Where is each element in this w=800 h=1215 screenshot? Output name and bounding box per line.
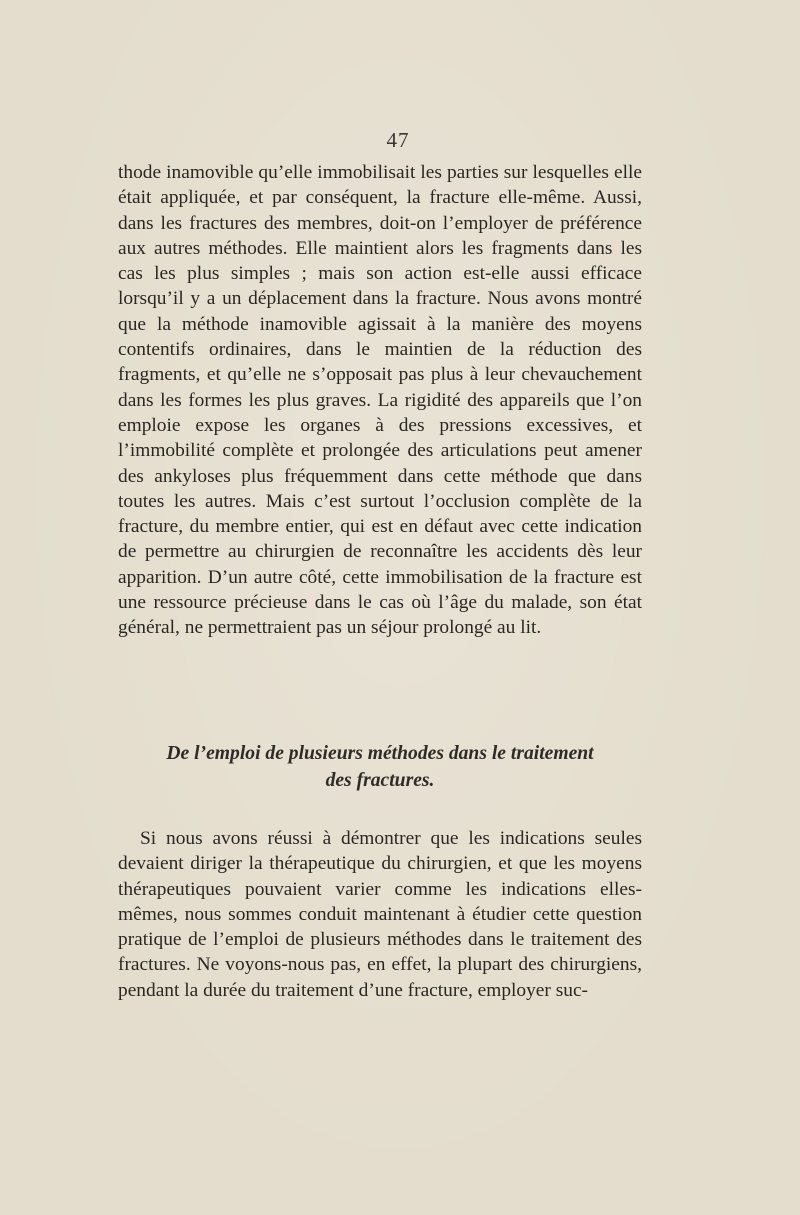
paragraph-continued: thode inamovible qu’elle immobilisait les parties sur lesquelles elle était appliquée, et par conséquent, la fracture elle-même. Aussi, dans les fractures des membres, doit-on l’employer de préférence aux autres méthodes. Elle maintient alors les fragments dans les cas les plus simples ; mais son action est-elle aussi efficace lorsqu’il y a un déplacement dans la fracture. Nous avons montré que la méthode inamovible agissait à la manière des moyens contentifs ordinaires, dans le maintien de la réduction des fragments, et qu’elle ne s’opposait pas plus à leur chevauchement dans les formes les plus graves. La rigidité des appareils que l’on emploie expose les organes à des pressions excessives, et l’immobilité complète et prolongée des articulations peut amener des ankyloses plus fréquemment dans cette méthode que dans toutes les autres. Mais c’est surtout l’occlusion complète de la fracture, du membre entier, qui est en défaut avec cette indication de permettre au chirurgien de reconnaître les accidents dès leur apparition. D’un autre côté, cette immobilisation de la fracture est une ressource précieuse dans le cas où l’âge du malade, son état général, ne permettraient pas un séjour prolongé au lit. [118,162,642,639]
paragraph-section-start: Si nous avons réussi à démontrer que les indications seules devaient diriger la thérapeutique du chirurgien, et que les moyens thérapeutiques pouvaient varier comme les indications elles-mêmes, nous sommes conduit maintenant à étudier cette question pratique de l’emploi de plusieurs méthodes dans le traitement des fractures. Ne voyons-nous pas, en effet, la plupart des chirurgiens, pendant la durée du traitement d’une fracture, employer suc- [118,828,642,1001]
section-heading [118,740,642,794]
section-heading-line-1: De l’emploi de plusieurs méthodes dans le traitement [166,743,594,764]
section-heading-line-2: des fractures. [325,770,435,791]
page-number: 47 [386,128,410,152]
